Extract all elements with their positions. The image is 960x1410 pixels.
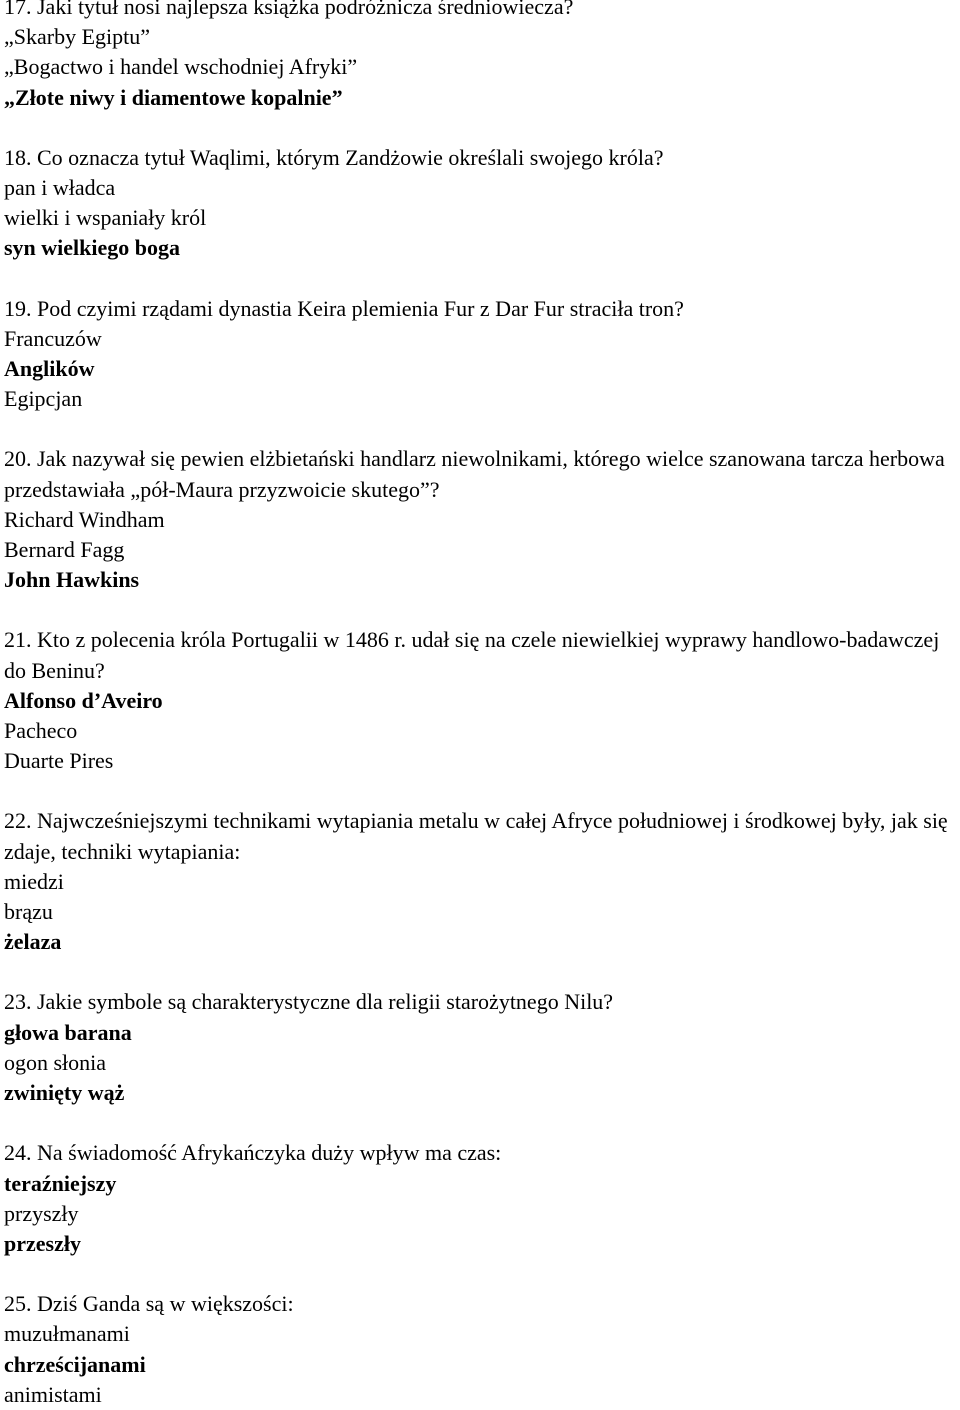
question-text: 19. Pod czyimi rządami dynastia Keira plemienia Fur z Dar Fur straciła tron?: [4, 295, 684, 321]
answer-option-correct: syn wielkiego boga: [4, 235, 181, 261]
answer-option: animistami: [4, 1381, 102, 1407]
answer-option-correct: Alfonso d’Aveiro: [4, 687, 163, 713]
question-text: 18. Co oznacza tytuł Waqlimi, którym Zandżowie określali swojego króla?: [4, 144, 664, 170]
answer-option: „Skarby Egiptu”: [4, 24, 151, 50]
answer-option: pan i władca: [4, 175, 116, 201]
question-block: [4, 143, 960, 264]
answer-option-correct: „Złote niwy i diamentowe kopalnie”: [4, 84, 343, 110]
answer-option: ogon słonia: [4, 1049, 107, 1075]
question-text: 23. Jakie symbole są charakterystyczne dla religii starożytnego Nilu?: [4, 989, 614, 1015]
answer-option-correct: przeszły: [4, 1230, 81, 1256]
question-block: [4, 0, 960, 113]
question-block: [4, 806, 960, 957]
question-block: [4, 1138, 960, 1259]
answer-option-correct: John Hawkins: [4, 567, 140, 593]
question-block: [4, 1289, 960, 1410]
question-text: 17. Jaki tytuł nosi najlepsza książka podróżnicza średniowiecza?: [4, 0, 574, 19]
answer-option: przyszły: [4, 1200, 79, 1226]
question-text: 25. Dziś Ganda są w większości:: [4, 1291, 294, 1317]
answer-option-correct: zwinięty wąż: [4, 1080, 125, 1106]
answer-option: Richard Windham: [4, 506, 165, 532]
answer-option: Bernard Fagg: [4, 537, 125, 563]
answer-option: Pacheco: [4, 718, 78, 744]
question-block: [4, 444, 960, 595]
question-text: 21. Kto z polecenia króla Portugalii w 1486 r. udał się na czele niewielkiej wyprawy handlowo-badawczej do Beninu?: [4, 627, 940, 683]
question-block: [4, 294, 960, 415]
question-text: 20. Jak nazywał się pewien elżbietański handlarz niewolnikami, którego wielce szanowana tarcza herbowa przedstawiała „pół-Maura przyzwoicie skutego”?: [4, 446, 945, 502]
answer-option-correct: teraźniejszy: [4, 1170, 117, 1196]
answer-option: wielki i wspaniały król: [4, 205, 207, 231]
answer-option: muzułmanami: [4, 1321, 130, 1347]
answer-option-correct: chrześcijanami: [4, 1351, 146, 1377]
answer-option: Francuzów: [4, 325, 102, 351]
question-text: 24. Na świadomość Afrykańczyka duży wpływ ma czas:: [4, 1140, 502, 1166]
question-text: 22. Najwcześniejszymi technikami wytapiania metalu w całej Afryce południowej i środkowej były, jak się zdaje, techniki wytapiania:: [4, 808, 948, 864]
answer-option: „Bogactwo i handel wschodniej Afryki”: [4, 54, 358, 80]
answer-option-correct: głowa barana: [4, 1019, 132, 1045]
answer-option: Duarte Pires: [4, 748, 114, 774]
answer-option-correct: Anglików: [4, 356, 95, 382]
question-block: [4, 987, 960, 1108]
answer-option: miedzi: [4, 868, 64, 894]
answer-option: brązu: [4, 899, 53, 925]
question-block: [4, 625, 960, 776]
answer-option: Egipcjan: [4, 386, 83, 412]
answer-option-correct: żelaza: [4, 929, 62, 955]
